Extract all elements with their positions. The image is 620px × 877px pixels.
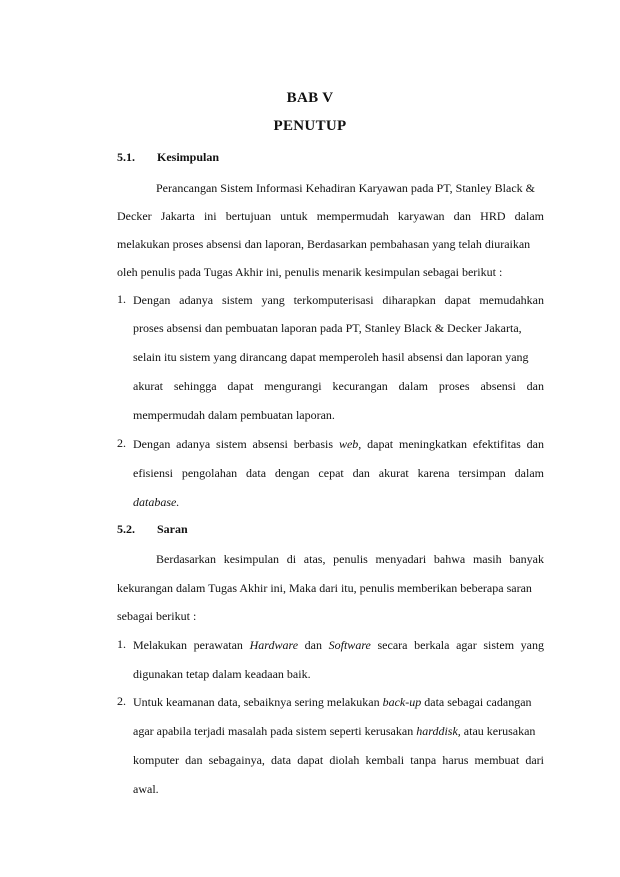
list-marker: 2. bbox=[117, 694, 126, 708]
list-item-line: Dengan adanya sistem absensi berbasis web, dapat meningkatkan efektifitas dan bbox=[133, 437, 545, 451]
list-marker: 1. bbox=[117, 637, 126, 651]
paragraph-line: Berdasarkan kesimpulan di atas, penulis menyadari bahwa masih banyak bbox=[156, 552, 544, 566]
paragraph-line: kekurangan dalam Tugas Akhir ini, Maka dari itu, penulis memberikan beberapa saran bbox=[117, 581, 532, 595]
list-item-line: Melakukan perawatan Hardware dan Software secara berkala agar sistem yang bbox=[133, 638, 544, 652]
emphasis-backup: back-up bbox=[382, 695, 422, 709]
chapter-label: BAB V bbox=[286, 90, 334, 106]
section-title: Kesimpulan bbox=[157, 150, 220, 164]
list-item-line: komputer dan sebagainya, data dapat diolah kembali tanpa harus membuat dari bbox=[133, 753, 544, 767]
emphasis-web: web, bbox=[338, 437, 362, 451]
section-number: 5.1. bbox=[117, 150, 135, 164]
list-marker: 2. bbox=[117, 436, 126, 450]
list-item-line bbox=[133, 494, 179, 510]
list-item-line: awal. bbox=[133, 782, 159, 796]
list-item-line: selain itu sistem yang dirancang dapat memperoleh hasil absensi dan laporan yang bbox=[133, 350, 529, 364]
paragraph-line: Perancangan Sistem Informasi Kehadiran Karyawan pada PT, Stanley Black & bbox=[156, 181, 535, 195]
list-item-line: mempermudah dalam pembuatan laporan. bbox=[133, 408, 335, 422]
list-item-line: agar apabila terjadi masalah pada sistem seperti kerusakan harddisk, atau kerusakan bbox=[133, 724, 536, 738]
chapter-title: PENUTUP bbox=[273, 118, 347, 134]
list-item-line: Dengan adanya sistem yang terkomputerisasi diharapkan dapat memudahkan bbox=[133, 293, 544, 307]
emphasis-harddisk: harddisk, bbox=[416, 724, 461, 738]
list-item-line: Untuk keamanan data, sebaiknya sering melakukan back-up data sebagai cadangan bbox=[133, 695, 532, 709]
list-item-line: akurat sehingga dapat mengurangi kecurangan dalam proses absensi dan bbox=[133, 379, 544, 393]
list-item-line: proses absensi dan pembuatan laporan pada PT, Stanley Black & Decker Jakarta, bbox=[133, 321, 522, 335]
section-title: Saran bbox=[157, 522, 188, 536]
emphasis-software: Software bbox=[328, 638, 371, 652]
emphasis-hardware: Hardware bbox=[249, 638, 299, 652]
emphasis-database: database. bbox=[133, 495, 180, 509]
list-item-line: digunakan tetap dalam keadaan baik. bbox=[133, 667, 311, 681]
paragraph-line: oleh penulis pada Tugas Akhir ini, penulis menarik kesimpulan sebagai berikut : bbox=[117, 265, 503, 279]
paragraph-line: melakukan proses absensi dan laporan, Berdasarkan pembahasan yang telah diuraikan bbox=[117, 237, 531, 251]
paragraph-line: Decker Jakarta ini bertujuan untuk mempermudah karyawan dan HRD dalam bbox=[117, 209, 544, 223]
list-item-line: efisiensi pengolahan data dengan cepat dan akurat karena tersimpan dalam bbox=[133, 466, 544, 480]
section-heading-saran bbox=[117, 522, 188, 537]
section-heading-kesimpulan bbox=[117, 150, 219, 165]
paragraph-line: sebagai berikut : bbox=[117, 609, 197, 623]
section-number: 5.2. bbox=[117, 522, 135, 536]
list-marker: 1. bbox=[117, 292, 126, 306]
